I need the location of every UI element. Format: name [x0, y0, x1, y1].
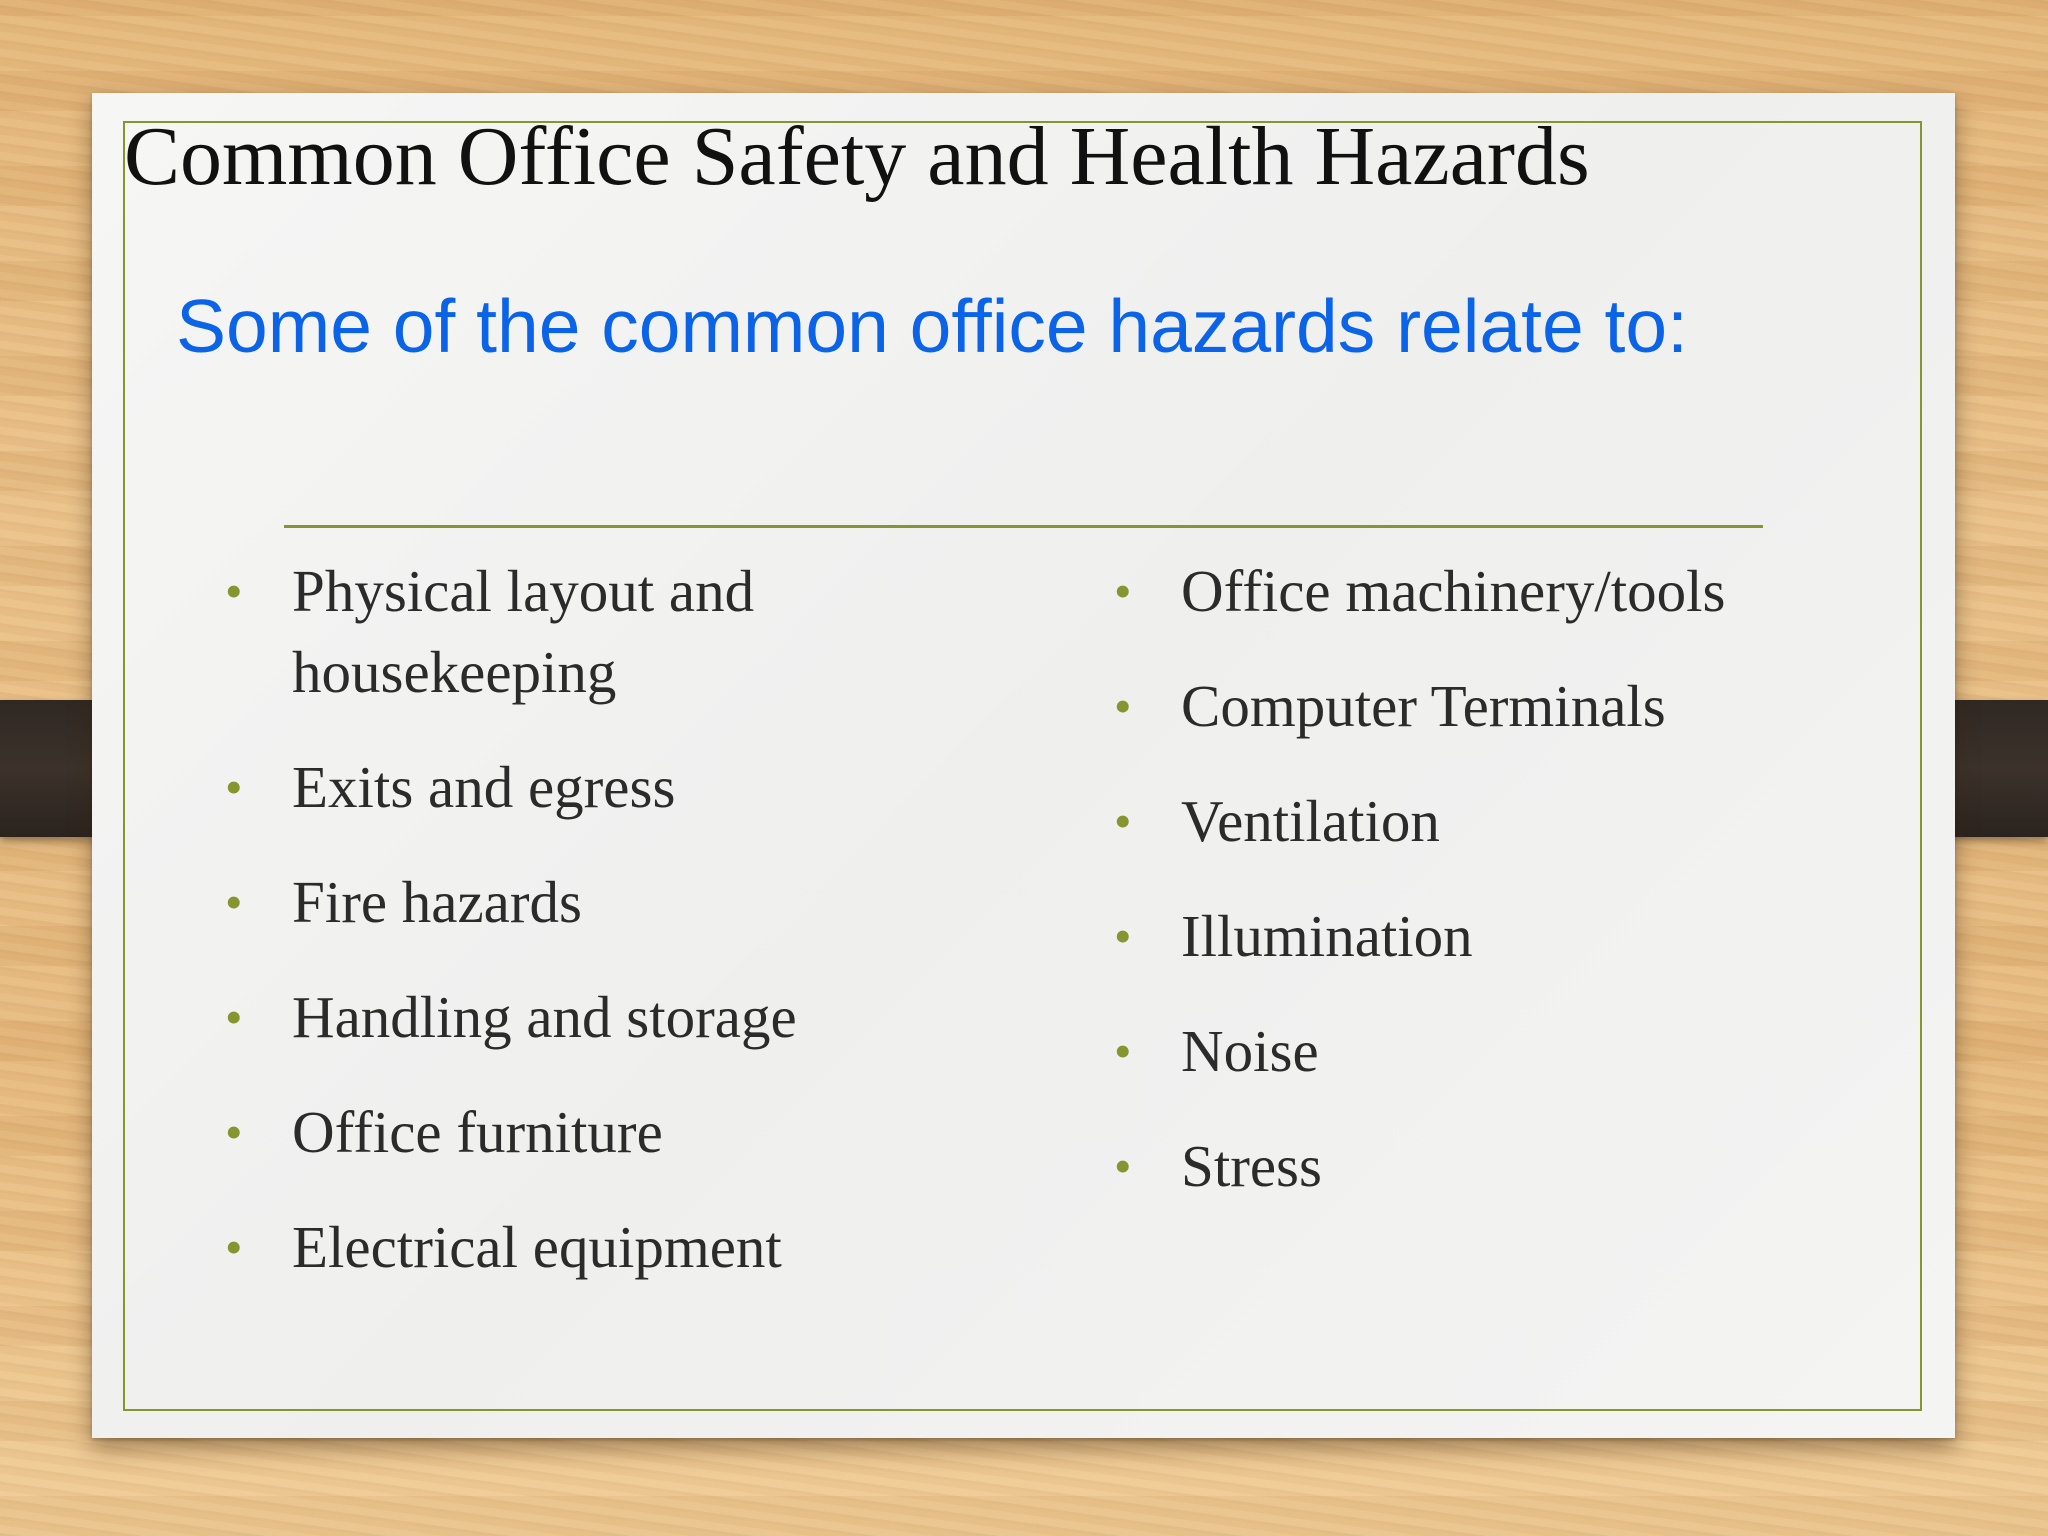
list-item-label: Physical layout and housekeeping — [292, 558, 755, 705]
list-item — [225, 1207, 925, 1288]
bullet-icon: • — [225, 563, 243, 619]
divider-line — [284, 525, 1763, 528]
list-item — [225, 862, 925, 943]
bullet-icon: • — [225, 989, 243, 1045]
list-item-label: Handling and storage — [292, 984, 797, 1050]
list-item — [1114, 896, 1874, 977]
bullet-icon: • — [1114, 1023, 1132, 1079]
list-item — [1114, 1126, 1874, 1207]
bullet-icon: • — [225, 1219, 243, 1275]
list-item-label: Stress — [1181, 1133, 1322, 1199]
bullet-icon: • — [225, 874, 243, 930]
slide-title: Common Office Safety and Health Hazards — [124, 110, 1590, 203]
slide-subtitle: Some of the common office hazards relate to: — [176, 284, 1688, 368]
bullet-icon: • — [225, 759, 243, 815]
list-item — [1114, 1011, 1874, 1092]
slide — [92, 93, 1955, 1438]
list-item — [1114, 666, 1874, 747]
hazard-list-left — [225, 551, 925, 1322]
list-item-label: Exits and egress — [292, 754, 676, 820]
list-item — [1114, 551, 1874, 632]
list-item — [225, 1092, 925, 1173]
list-item — [1114, 781, 1874, 862]
list-item — [225, 977, 925, 1058]
list-item-label: Illumination — [1181, 903, 1473, 969]
bullet-icon: • — [1114, 678, 1132, 734]
bullet-icon: • — [1114, 793, 1132, 849]
list-item-label: Ventilation — [1181, 788, 1440, 854]
bullet-icon: • — [1114, 908, 1132, 964]
list-item — [225, 747, 925, 828]
list-item-label: Office furniture — [292, 1099, 663, 1165]
bullet-icon: • — [1114, 563, 1132, 619]
hazard-list-right — [1114, 551, 1874, 1241]
list-item-label: Fire hazards — [292, 869, 582, 935]
list-item-label: Noise — [1181, 1018, 1319, 1084]
list-item — [225, 551, 925, 713]
bullet-icon: • — [1114, 1138, 1132, 1194]
list-item-label: Electrical equipment — [292, 1214, 782, 1280]
list-item-label: Computer Terminals — [1181, 673, 1666, 739]
bullet-icon: • — [225, 1104, 243, 1160]
list-item-label: Office machinery/tools — [1181, 558, 1726, 624]
